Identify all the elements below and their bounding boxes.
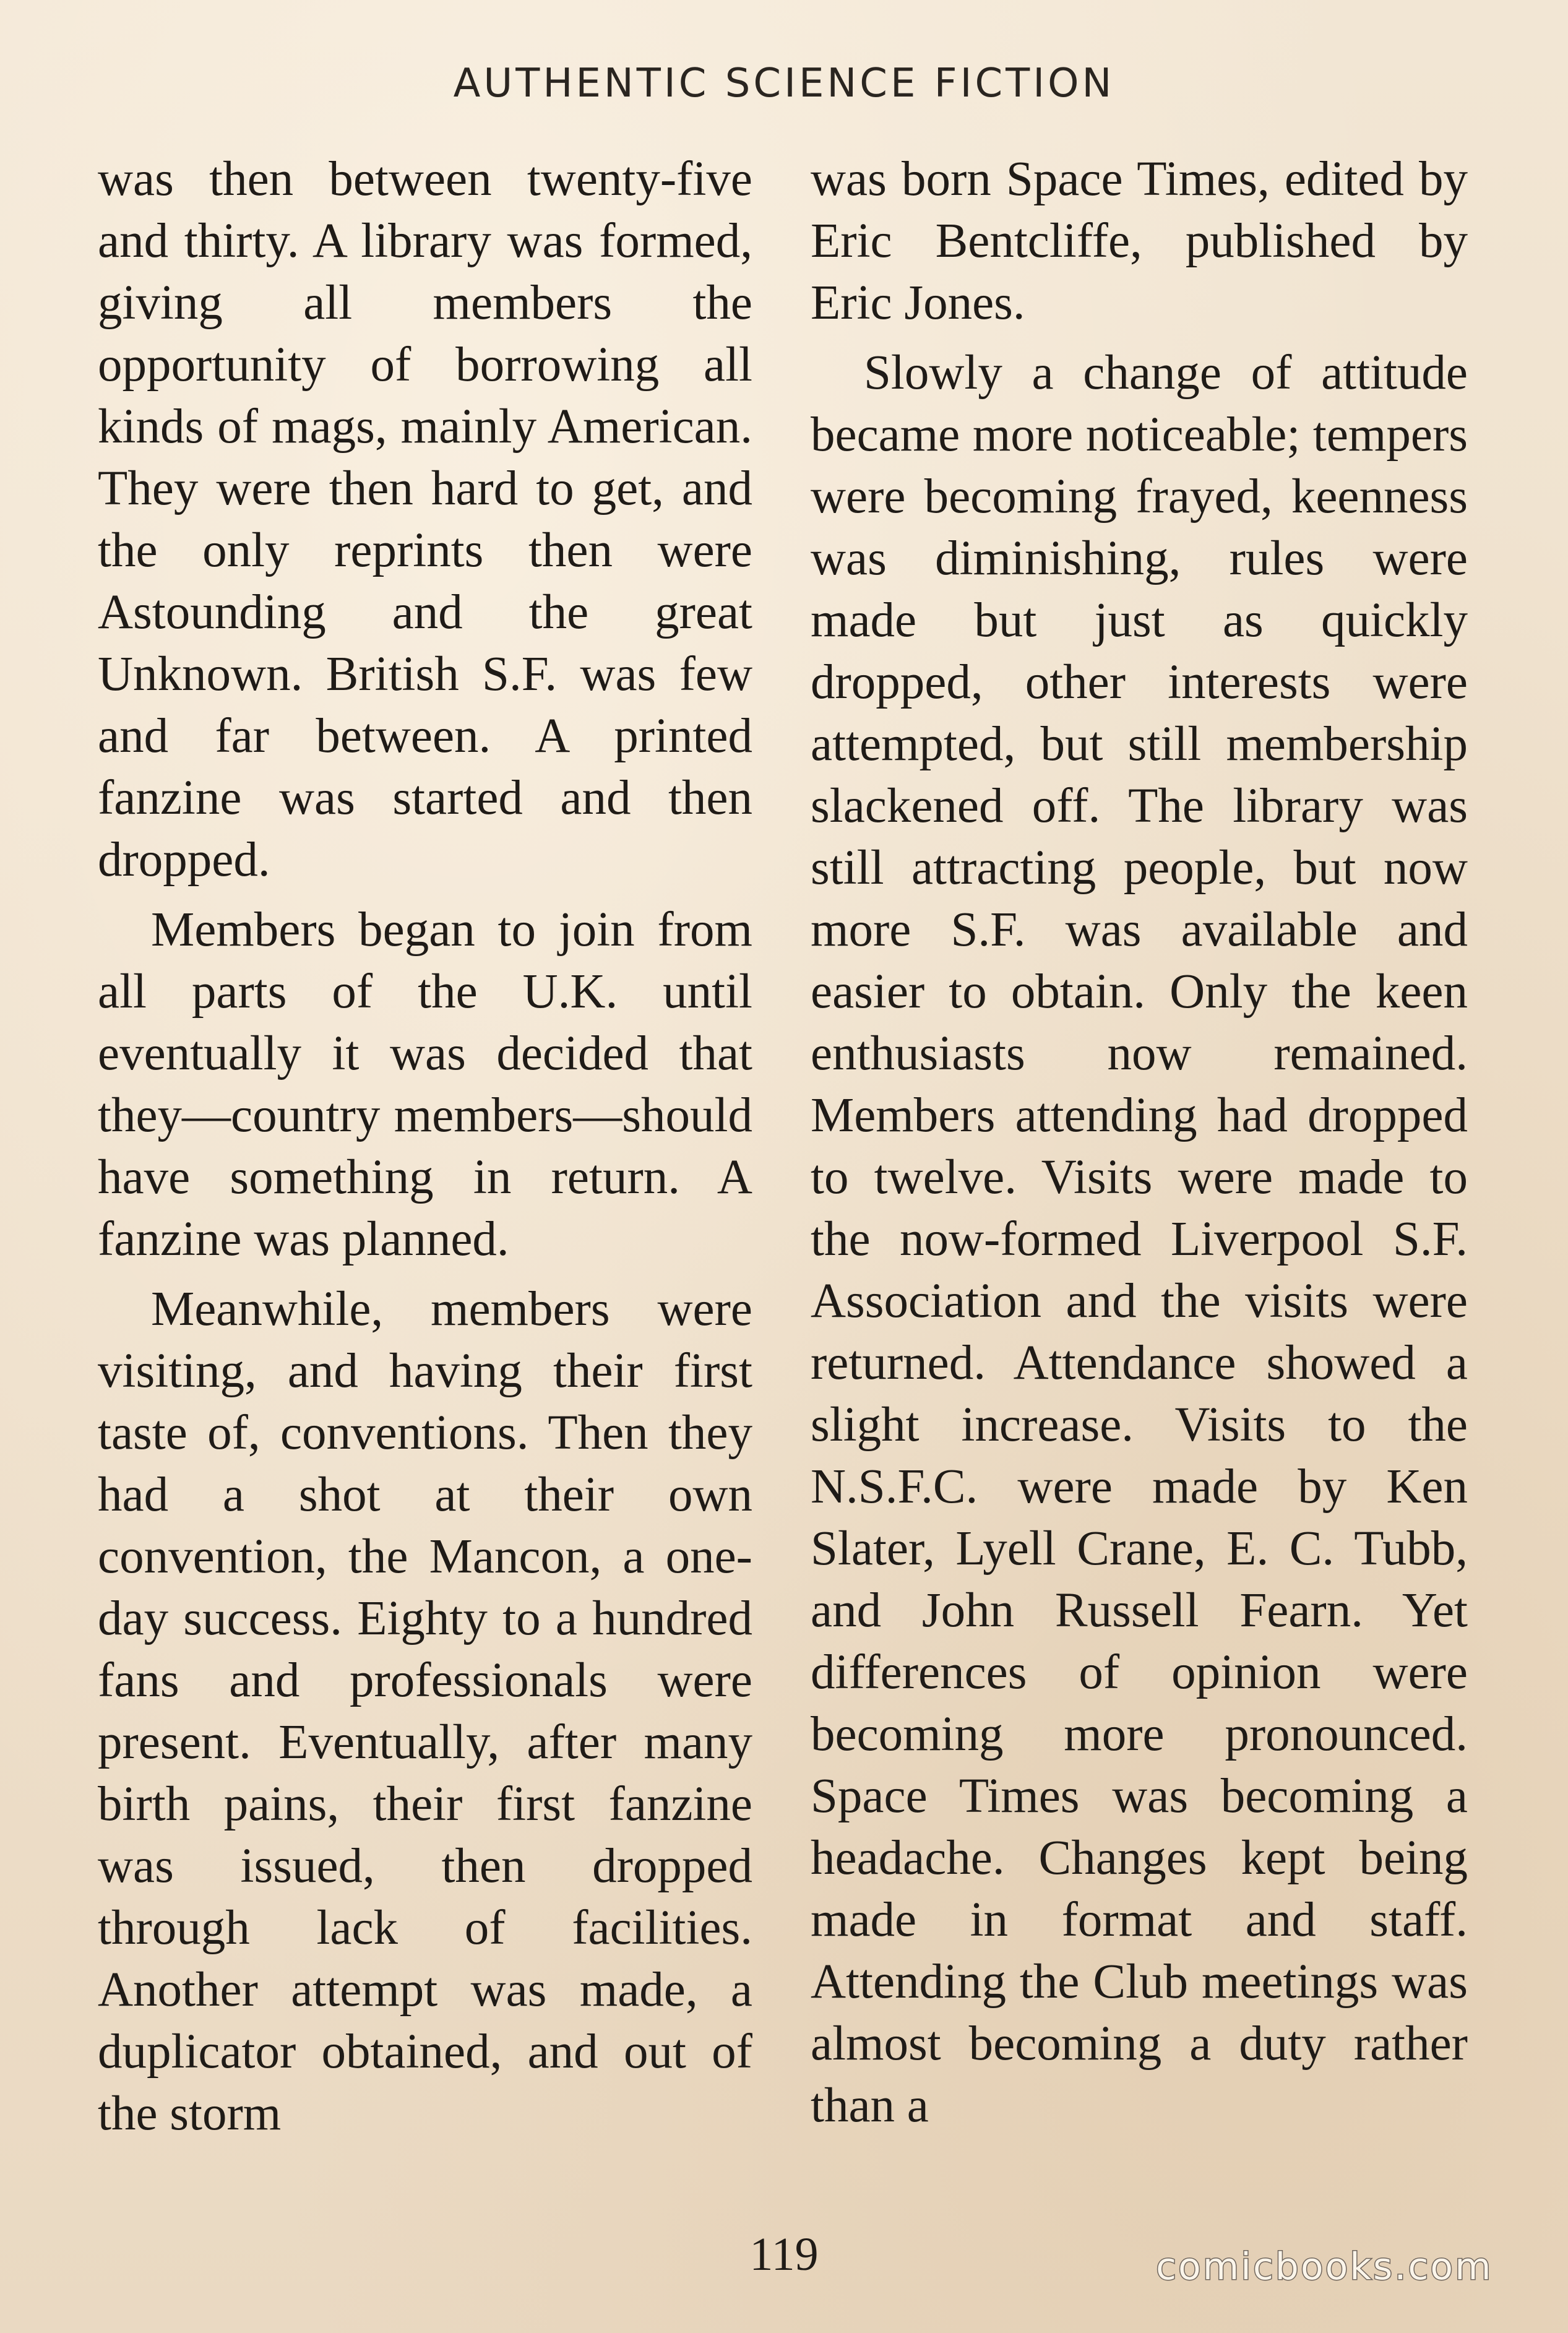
page-number: 119 — [749, 2228, 819, 2280]
text-column-left — [98, 149, 752, 2153]
text-column-right — [811, 149, 1468, 2145]
watermark-logo: comicbooks.com — [1156, 2245, 1493, 2288]
running-header: AUTHENTIC SCIENCE FICTION — [453, 61, 1115, 106]
paragraph: was then between twenty-five and thirty. A library was formed, giving all members the opportunity of borrowing all kinds of mags, mainly American. They were then hard to get, and the only reprints then were Astounding and the great Unknown. British S.F. was few and far between. A printed fanzine was started and then dropped. — [98, 152, 752, 887]
paragraph: Meanwhile, members were visiting, and having their first taste of, conventions. Then they had a shot at their own convention, the Mancon, a one-day success. Eighty to a hundred fans and professionals were present. Eventually, after many birth pains, their first fanzine was issued, then dropped through lack of facilities. Another attempt was made, a duplicator obtained, and out of the storm — [98, 1282, 752, 2141]
paragraph: was born Space Times, edited by Eric Bentcliffe, published by Eric Jones. — [811, 152, 1468, 330]
paragraph: Slowly a change of attitude became more noticeable; tempers were becoming frayed, keenness was diminishing, rules were made but just as quickly dropped, other interests were attempted, but still membership slackened off. The library was still attracting people, but now more S.F. was available and easier to obtain. Only the keen enthusiasts now remained. Members attending had dropped to twelve. Visits were made to the now-formed Liverpool S.F. Association and the visits were returned. Attendance showed a slight increase. Visits to the N.S.F.C. were made by Ken Slater, Lyell Crane, E. C. Tubb, and John Russell Fearn. Yet differences of opinion were becoming more pronounced. Space Times was becoming a headache. Changes kept being made in format and staff. Attending the Club meetings was almost becoming a duty rather than a — [811, 346, 1468, 2132]
paragraph: Members began to join from all parts of the U.K. until eventually it was decided that they—country members—should have something in return. A fanzine was planned. — [98, 903, 752, 1266]
